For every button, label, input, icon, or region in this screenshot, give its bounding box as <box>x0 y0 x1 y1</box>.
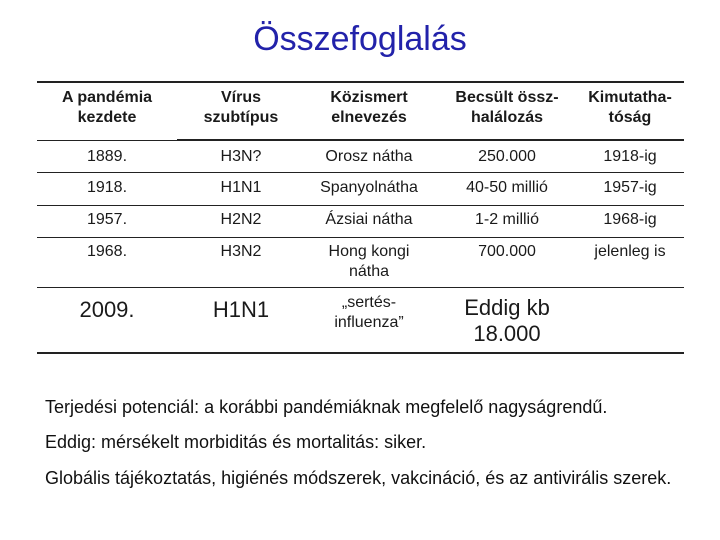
cell-name: „sertés- influenza” <box>334 294 404 331</box>
header-common-name: Közismert elnevezés <box>330 89 408 126</box>
header-start: A pandémia kezdete <box>61 89 153 126</box>
cell-start: 1957. <box>86 211 128 228</box>
cell-name: Spanyolnátha <box>320 179 418 196</box>
row-divider <box>37 287 684 288</box>
note-morbidity: Eddig: mérsékelt morbiditás és mortalitás: siker. <box>45 432 427 452</box>
cell-deaths: 700.000 <box>478 243 536 260</box>
table-top-rule <box>37 81 684 83</box>
cell-deaths: 250.000 <box>478 148 536 165</box>
cell-deaths: 40-50 millió <box>466 179 548 196</box>
cell-name: Orosz nátha <box>325 148 413 165</box>
cell-subtype: H2N2 <box>220 211 262 228</box>
note-potential: Terjedési potenciál: a korábbi pandémiáknak megfelelő nagyságrendű. <box>45 397 608 417</box>
cell-deaths: Eddig kb 18.000 <box>464 295 550 346</box>
row-divider <box>37 205 684 206</box>
page-title: Összefoglalás <box>253 20 467 58</box>
header-detectability: Kimutatha- tóság <box>588 89 672 126</box>
cell-subtype: H3N2 <box>220 243 262 260</box>
cell-start: 1918. <box>86 179 128 196</box>
cell-subtype: H3N? <box>220 148 262 165</box>
cell-start: 2009. <box>79 297 135 322</box>
cell-deaths: 1-2 millió <box>474 211 539 228</box>
row-divider <box>37 172 684 173</box>
cell-subtype: H1N1 <box>220 179 262 196</box>
header-deaths: Becsült össz- halálozás <box>455 89 559 126</box>
table-bottom-rule <box>37 352 684 354</box>
cell-detect: jelenleg is <box>594 243 666 260</box>
cell-detect: 1957-ig <box>603 179 657 196</box>
cell-start: 1968. <box>86 243 128 260</box>
note-measures: Globális tájékoztatás, higiénés módszerek, vakcináció, és az antivirális szerek. <box>45 468 672 488</box>
cell-detect: 1968-ig <box>603 211 657 228</box>
header-rule-full <box>37 140 684 141</box>
cell-name: Ázsiai nátha <box>325 211 413 228</box>
cell-name: Hong kongi nátha <box>328 243 410 280</box>
cell-detect: 1918-ig <box>603 148 657 165</box>
cell-start: 1889. <box>86 148 128 165</box>
header-subtype: Vírus szubtípus <box>203 89 279 126</box>
cell-subtype: H1N1 <box>212 297 270 322</box>
row-divider <box>37 237 684 238</box>
